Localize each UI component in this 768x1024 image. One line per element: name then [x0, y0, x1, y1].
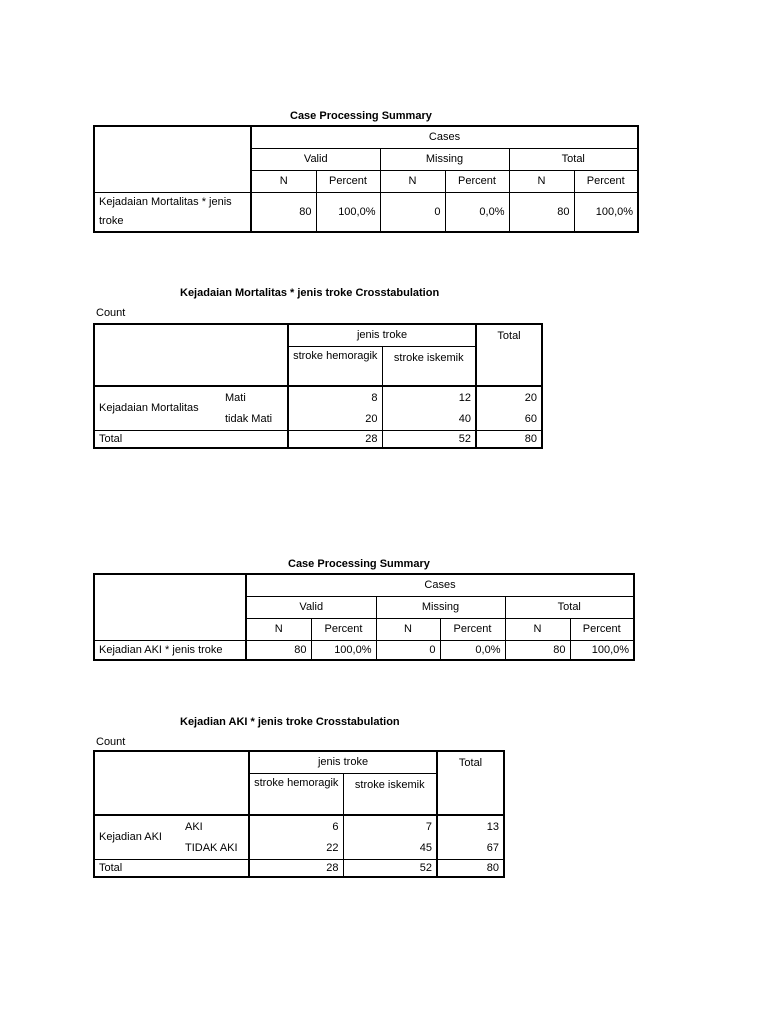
cross2-cell: 52 [343, 859, 437, 877]
summary1-missing-pct: 0,0% [445, 192, 509, 232]
cross2-count-label: Count [96, 736, 126, 748]
cross2-cell: 13 [437, 815, 504, 837]
summary1-total-n: 80 [509, 192, 574, 232]
summary2-percent-header: Percent [570, 618, 634, 640]
cross2-cell: 80 [437, 859, 504, 877]
cross2-row-var: Kejadian AKI [94, 815, 181, 859]
summary2-valid-pct: 100,0% [311, 640, 376, 660]
cross1-col-iskemik: stroke iskemik [382, 346, 476, 386]
cross2-corner [94, 751, 249, 815]
cross1-row-mati: Mati [221, 386, 288, 408]
summary1-missing-header: Missing [380, 148, 509, 170]
cross1-cell: 28 [288, 430, 382, 448]
cross1-cell: 40 [382, 408, 476, 430]
summary2-n-header: N [505, 618, 570, 640]
cross2-row-tidak-aki: TIDAK AKI [181, 837, 249, 859]
summary1-title: Case Processing Summary [290, 110, 432, 122]
summary1-n-header: N [509, 170, 574, 192]
cross2-total-row-label: Total [94, 859, 249, 877]
cross1-table [93, 323, 543, 449]
cross2-total-header: Total [437, 751, 504, 815]
cross1-cell: 60 [476, 408, 542, 430]
summary1-percent-header: Percent [316, 170, 380, 192]
summary2-missing-n: 0 [376, 640, 440, 660]
cross1-total-header: Total [476, 324, 542, 386]
cross1-total-row-label: Total [94, 430, 288, 448]
cross2-title: Kejadian AKI * jenis troke Crosstabulation [180, 716, 400, 728]
cross2-col-iskemik: stroke iskemik [343, 773, 437, 815]
cross1-corner [94, 324, 288, 386]
summary1-total-header: Total [509, 148, 638, 170]
cross1-cell: 52 [382, 430, 476, 448]
cross2-row-aki: AKI [181, 815, 249, 837]
cross2-cell: 45 [343, 837, 437, 859]
cross1-cell: 8 [288, 386, 382, 408]
summary2-missing-pct: 0,0% [440, 640, 505, 660]
summary2-valid-header: Valid [246, 596, 376, 618]
summary2-total-header: Total [505, 596, 634, 618]
cross1-count-label: Count [96, 307, 126, 319]
summary1-percent-header: Percent [574, 170, 638, 192]
summary1-table [93, 125, 639, 233]
summary2-percent-header: Percent [440, 618, 505, 640]
cross1-col-hemoragik: stroke hemoragik [288, 346, 382, 386]
cross2-cell: 7 [343, 815, 437, 837]
cross1-cell: 20 [476, 386, 542, 408]
summary2-table [93, 573, 635, 661]
cross1-cell: 12 [382, 386, 476, 408]
cross2-cell: 22 [249, 837, 343, 859]
cross2-cell: 28 [249, 859, 343, 877]
summary2-total-n: 80 [505, 640, 570, 660]
cross2-table [93, 750, 505, 878]
cross1-cell: 20 [288, 408, 382, 430]
summary1-missing-n: 0 [380, 192, 445, 232]
cross1-row-var: Kejadaian Mortalitas [94, 386, 221, 430]
cross1-row-tidak-mati: tidak Mati [221, 408, 288, 430]
cross1-cell: 80 [476, 430, 542, 448]
cross2-col-hemoragik: stroke hemoragik [249, 773, 343, 815]
summary2-total-pct: 100,0% [570, 640, 634, 660]
summary1-row-label: Kejadaian Mortalitas * jenis troke [94, 192, 251, 232]
summary1-total-pct: 100,0% [574, 192, 638, 232]
summary2-cases-header: Cases [246, 574, 634, 596]
summary1-corner [94, 126, 251, 192]
summary1-cases-header: Cases [251, 126, 638, 148]
cross2-cell: 67 [437, 837, 504, 859]
summary2-n-header: N [246, 618, 311, 640]
summary1-n-header: N [251, 170, 316, 192]
summary2-percent-header: Percent [311, 618, 376, 640]
summary2-corner [94, 574, 246, 640]
summary1-percent-header: Percent [445, 170, 509, 192]
cross2-jenis-header: jenis troke [249, 751, 437, 773]
summary1-valid-n: 80 [251, 192, 316, 232]
summary2-n-header: N [376, 618, 440, 640]
cross1-jenis-header: jenis troke [288, 324, 476, 346]
summary1-n-header: N [380, 170, 445, 192]
summary2-missing-header: Missing [376, 596, 505, 618]
summary1-valid-pct: 100,0% [316, 192, 380, 232]
cross1-title: Kejadaian Mortalitas * jenis troke Crosstabulation [180, 287, 440, 299]
cross2-cell: 6 [249, 815, 343, 837]
summary2-row-label: Kejadian AKI * jenis troke [94, 640, 246, 660]
summary1-valid-header: Valid [251, 148, 380, 170]
summary2-valid-n: 80 [246, 640, 311, 660]
summary2-title: Case Processing Summary [288, 558, 430, 570]
